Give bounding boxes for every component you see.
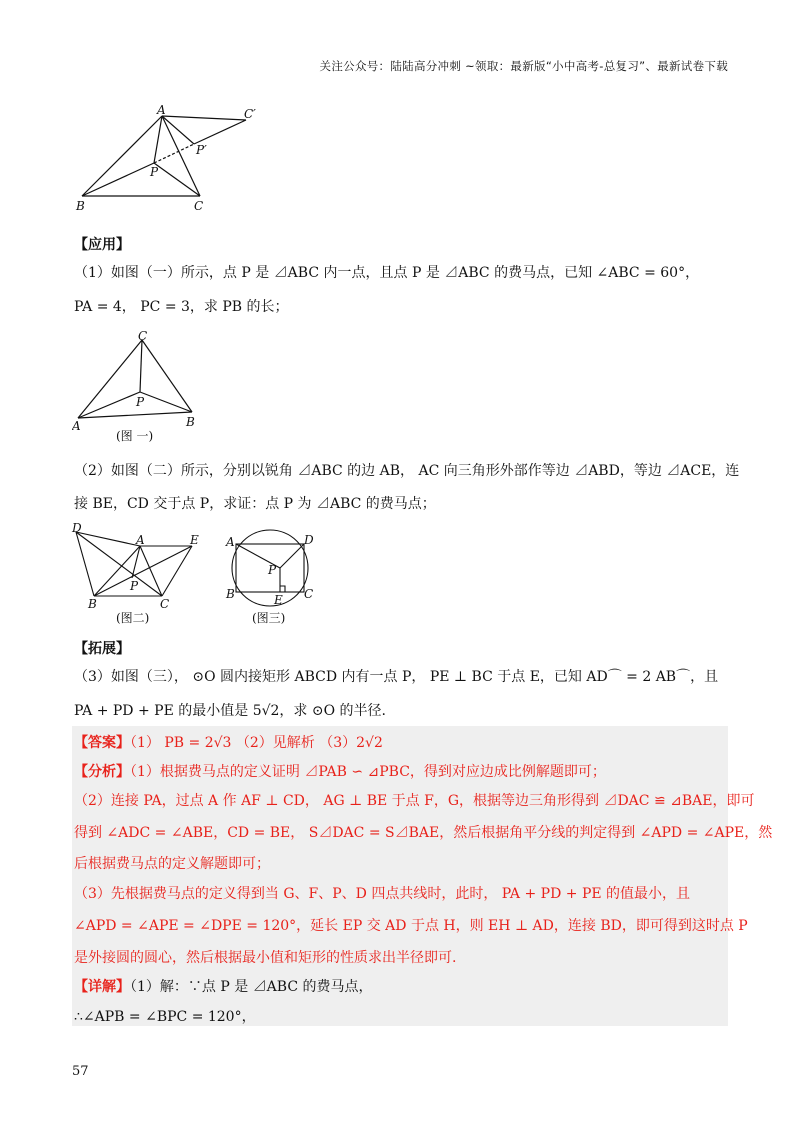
question-1-line-2: PA = 4， PC = 3，求 PB 的长； <box>74 299 289 315</box>
label-P: P <box>150 165 159 179</box>
fig2-label-A: A <box>136 533 145 547</box>
fig3-label-P: P <box>268 563 277 577</box>
fig1-label-B: B <box>186 415 195 429</box>
figure-1 <box>72 330 202 446</box>
fig3-label-A: A <box>226 535 235 549</box>
figure-rotation <box>72 102 272 214</box>
detail-line-1 <box>74 976 373 996</box>
fig1-label-P: P <box>136 395 145 409</box>
question-2-line-2: 接 BE，CD 交于点 P，求证：点 P 为 ⊿ABC 的费马点； <box>74 496 436 512</box>
fig2-caption: (图二) <box>116 611 150 625</box>
detail-text-1: （1）解：∵点 P 是 ⊿ABC 的费马点， <box>130 979 373 995</box>
question-1-line-1: （1）如图（一）所示，点 P 是 ⊿ABC 内一点，且点 P 是 ⊿ABC 的费马点，已知 ∠ABC = 60°， <box>74 265 700 281</box>
analysis-text-1: （1）根据费马点的定义证明 ⊿PAB ∽ ⊿PBC，得到对应边成比例解题即可； <box>130 764 606 780</box>
detail-line-2: ∴∠APB = ∠BPC = 120°， <box>74 1009 256 1025</box>
answer-text: （1） PB = 2√3 （2）见解析 （3）2√2 <box>130 735 383 751</box>
fig1-label-A: A <box>72 419 81 433</box>
question-3-line-1: （3）如图（三）， ⊙O 圆内接矩形 ABCD 内有一点 P， PE ⊥ BC 于点 E，已知 AD⌒ = 2 AB⌒，且 <box>74 669 719 685</box>
section-extension: 【拓展】 <box>74 641 130 657</box>
analysis-line-2a: （2）连接 PA，过点 A 作 AF ⊥ CD， AG ⊥ BE 于点 F，G，根据等边三角形得到 ⊿DAC ≌ ⊿BAE，即可 <box>74 793 755 809</box>
fig2-label-B: B <box>88 597 97 611</box>
fig3-label-E: E <box>274 593 283 607</box>
fig2-label-E: E <box>190 533 199 547</box>
label-A: A <box>157 103 166 117</box>
section-application: 【应用】 <box>74 237 130 253</box>
fig3-label-B: B <box>226 587 235 601</box>
fig2-label-C: C <box>160 597 170 611</box>
fig2-label-P: P <box>130 579 139 593</box>
answer-line <box>74 732 383 752</box>
analysis-line-3b: ∠APD = ∠APE = ∠DPE = 120°，延长 EP 交 AD 于点 H，则 EH ⊥ AD，连接 BD，即可得到这时点 P <box>74 918 748 934</box>
fig3-caption: (图三) <box>252 611 286 625</box>
label-C: C <box>194 199 204 213</box>
fig2-label-D: D <box>72 521 82 535</box>
analysis-line-2c: 后根据费马点的定义解题即可； <box>74 856 270 872</box>
analysis-line-1 <box>74 761 606 781</box>
answer-tag: 【答案】 <box>74 735 130 751</box>
label-C-prime: C′ <box>244 107 256 121</box>
figure-3 <box>222 524 322 630</box>
analysis-line-3a: （3）先根据费马点的定义得到当 G、F、P、D 四点共线时，此时， PA + PD + PE 的值最小，且 <box>74 886 691 902</box>
fig1-caption: (图 一) <box>116 429 154 443</box>
analysis-tag: 【分析】 <box>74 764 130 780</box>
analysis-line-2b: 得到 ∠ADC = ∠ABE，CD = BE， S⊿DAC = S⊿BAE，然后根据角平分线的判定得到 ∠APD = ∠APE，然 <box>74 825 773 841</box>
question-3-line-2: PA + PD + PE 的最小值是 5√2，求 ⊙O 的半径. <box>74 703 386 719</box>
detail-tag: 【详解】 <box>74 979 130 995</box>
fig1-label-C: C <box>138 330 148 343</box>
figure-2 <box>70 520 210 628</box>
analysis-line-3c: 是外接圆的圆心，然后根据最小值和矩形的性质求出半径即可. <box>74 950 457 966</box>
label-P-prime: P′ <box>196 143 207 157</box>
page-header: 关注公众号：陆陆高分冲刺 ~领取：最新版“小中高考-总复习”、最新试卷下载 <box>319 59 728 73</box>
fig3-label-C: C <box>304 587 314 601</box>
label-B: B <box>76 199 85 213</box>
question-2-line-1: （2）如图（二）所示，分别以锐角 ⊿ABC 的边 AB， AC 向三角形外部作等边 ⊿ABD，等边 ⊿ACE，连 <box>74 463 740 479</box>
page-number: 57 <box>72 1064 89 1079</box>
fig3-label-D: D <box>304 533 314 547</box>
